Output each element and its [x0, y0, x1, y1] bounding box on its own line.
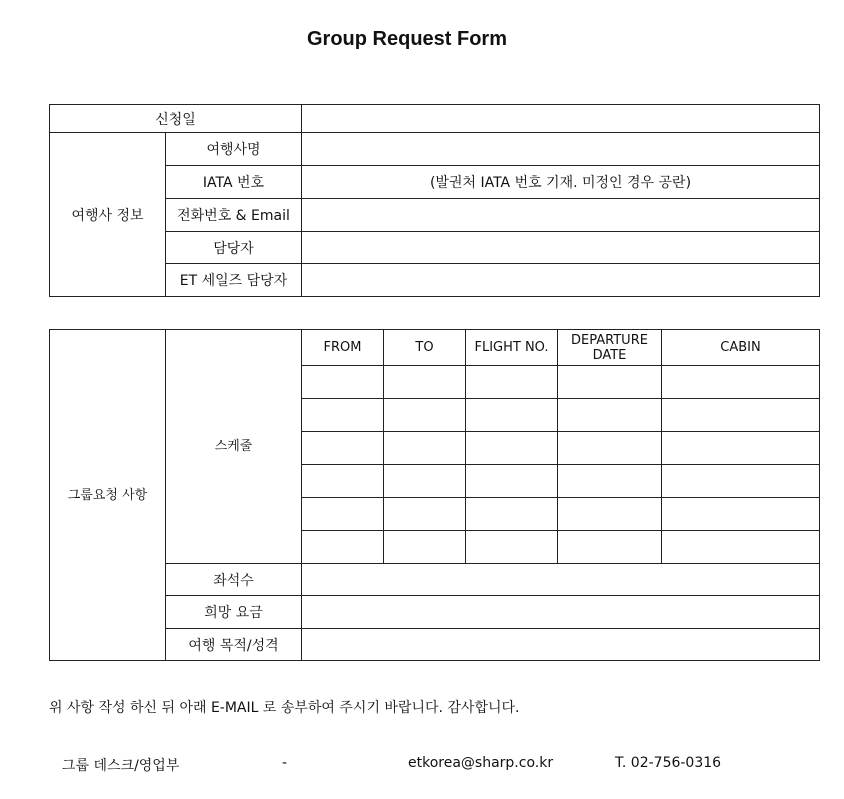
seats-label: 좌석수: [166, 564, 302, 596]
col-header-departure-date: DEPARTURE DATE: [558, 330, 662, 366]
footer-email-link[interactable]: etkorea@sharp.co.kr: [408, 755, 554, 771]
col-header-to: TO: [384, 330, 466, 366]
cabin-cell[interactable]: [662, 399, 820, 432]
et-sales-contact-field[interactable]: [302, 264, 820, 297]
flight-no-cell[interactable]: [466, 531, 558, 564]
from-cell[interactable]: [302, 399, 384, 432]
to-cell[interactable]: [384, 465, 466, 498]
group-request-table: [49, 329, 820, 661]
iata-number-label: IATA 번호: [166, 166, 302, 199]
departure-date-cell[interactable]: [558, 399, 662, 432]
departure-date-cell[interactable]: [558, 531, 662, 564]
cabin-cell[interactable]: [662, 498, 820, 531]
from-cell[interactable]: [302, 366, 384, 399]
to-cell[interactable]: [384, 366, 466, 399]
flight-no-cell[interactable]: [466, 366, 558, 399]
contact-person-field[interactable]: [302, 232, 820, 264]
group-request-section-label: 그룹요청 사항: [50, 330, 166, 661]
departure-date-cell[interactable]: [558, 366, 662, 399]
col-header-cabin: CABIN: [662, 330, 820, 366]
footer-dash: -: [282, 755, 288, 771]
iata-number-field[interactable]: (발권처 IATA 번호 기재. 미정인 경우 공란): [302, 166, 820, 199]
footer-phone: T. 02-756-0316: [615, 755, 722, 771]
agency-info-table: [49, 104, 820, 297]
phone-email-field[interactable]: [302, 199, 820, 232]
col-header-flight-no: FLIGHT NO.: [466, 330, 558, 366]
to-cell[interactable]: [384, 531, 466, 564]
agency-name-field[interactable]: [302, 133, 820, 166]
flight-no-cell[interactable]: [466, 399, 558, 432]
from-cell[interactable]: [302, 432, 384, 465]
to-cell[interactable]: [384, 498, 466, 531]
agency-section-label: 여행사 정보: [50, 133, 166, 297]
form-title: Group Request Form: [306, 28, 507, 50]
departure-date-cell[interactable]: [558, 465, 662, 498]
contact-person-label: 담당자: [166, 232, 302, 264]
footer-department: 그룹 데스크/영업부: [62, 758, 180, 774]
travel-purpose-field[interactable]: [302, 629, 820, 661]
col-header-from: FROM: [302, 330, 384, 366]
schedule-label: 스케줄: [166, 330, 302, 564]
request-date-field[interactable]: [302, 105, 820, 133]
to-cell[interactable]: [384, 399, 466, 432]
seats-field[interactable]: [302, 564, 820, 596]
cabin-cell[interactable]: [662, 531, 820, 564]
from-cell[interactable]: [302, 531, 384, 564]
request-date-label: 신청일: [50, 105, 302, 133]
desired-fare-field[interactable]: [302, 596, 820, 629]
flight-no-cell[interactable]: [466, 432, 558, 465]
flight-no-cell[interactable]: [466, 498, 558, 531]
departure-date-cell[interactable]: [558, 432, 662, 465]
cabin-cell[interactable]: [662, 432, 820, 465]
cabin-cell[interactable]: [662, 366, 820, 399]
flight-no-cell[interactable]: [466, 465, 558, 498]
travel-purpose-label: 여행 목적/성격: [166, 629, 302, 661]
desired-fare-label: 희망 요금: [166, 596, 302, 629]
from-cell[interactable]: [302, 498, 384, 531]
agency-name-label: 여행사명: [166, 133, 302, 166]
to-cell[interactable]: [384, 432, 466, 465]
submission-note: 위 사항 작성 하신 뒤 아래 E-MAIL 로 송부하여 주시기 바랍니다. 감사합니다.: [49, 700, 520, 716]
cabin-cell[interactable]: [662, 465, 820, 498]
phone-email-label: 전화번호 & Email: [166, 199, 302, 232]
et-sales-contact-label: ET 세일즈 담당자: [166, 264, 302, 297]
from-cell[interactable]: [302, 465, 384, 498]
departure-date-cell[interactable]: [558, 498, 662, 531]
